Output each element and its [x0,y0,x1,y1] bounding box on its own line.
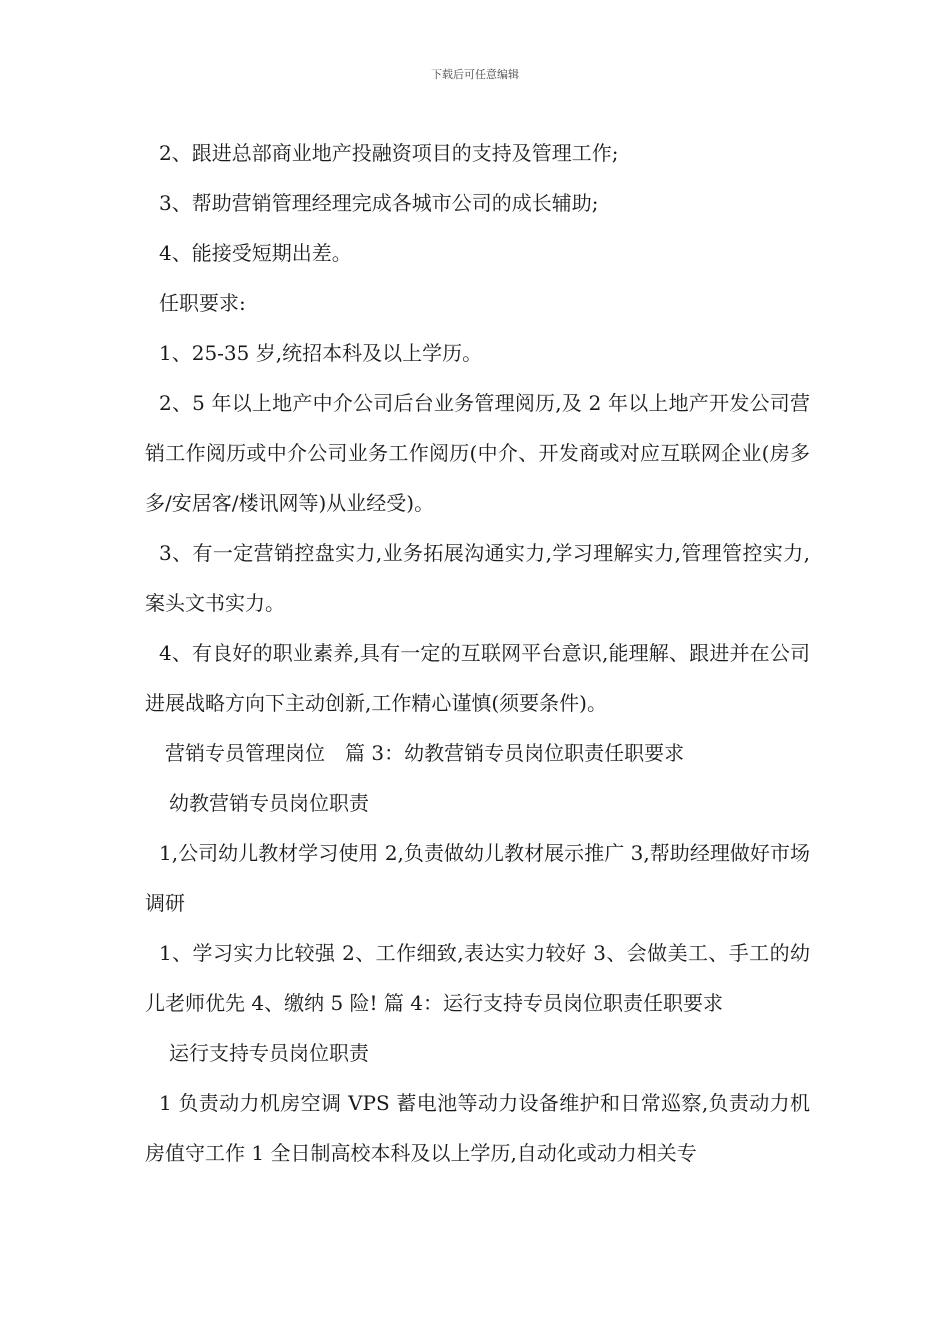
document-body [145,128,810,1178]
paragraph-subheading-operations: 运行支持专员岗位职责 [169,1041,369,1065]
paragraph-subheading-preschool: 幼教营销专员岗位职责 [169,791,369,815]
paragraph-section-title-3: 营销专员管理岗位 篇 3：幼教营销专员岗位职责任职要求 [165,741,685,765]
paragraph-preschool-requirements: 1、学习实力比较强 2、工作细致,表达实力较好 3、会做美工、手工的幼儿老师优先 4、缴纳 5 险! 篇 4：运行支持专员岗位职责任职要求 [145,941,810,1015]
paragraph-requirement-1: 1、25-35 岁,统招本科及以上学历。 [159,341,483,365]
paragraph-duty-4: 4、能接受短期出差。 [159,241,352,265]
paragraph-requirement-4: 4、有良好的职业素养,具有一定的互联网平台意识,能理解、跟进并在公司进展战略方向下主动创新,工作精心谨慎(须要条件)。 [145,641,810,715]
paragraph-preschool-duties: 1,公司幼儿教材学习使用 2,负责做幼儿教材展示推广 3,帮助经理做好市场调研 [145,841,810,915]
paragraph-requirement-2: 2、5 年以上地产中介公司后台业务管理阅历,及 2 年以上地产开发公司营销工作阅历或中介公司业务工作阅历(中介、开发商或对应互联网企业(房多多/安居客/楼讯网等)从业经受)。 [145,391,810,515]
page-header: 下载后可任意编辑 [431,68,519,81]
paragraph-operations-duties: 1 负责动力机房空调 VPS 蓄电池等动力设备维护和日常巡察,负责动力机房值守工作 1 全日制高校本科及以上学历,自动化或动力相关专 [145,1091,810,1165]
paragraph-requirement-3: 3、有一定营销控盘实力,业务拓展沟通实力,学习理解实力,管理管控实力,案头文书实力。 [145,541,810,615]
paragraph-duty-2: 2、跟进总部商业地产投融资项目的支持及管理工作; [159,141,619,165]
paragraph-requirements-heading: 任职要求: [159,291,246,315]
paragraph-duty-3: 3、帮助营销管理经理完成各城市公司的成长辅助; [159,191,599,215]
